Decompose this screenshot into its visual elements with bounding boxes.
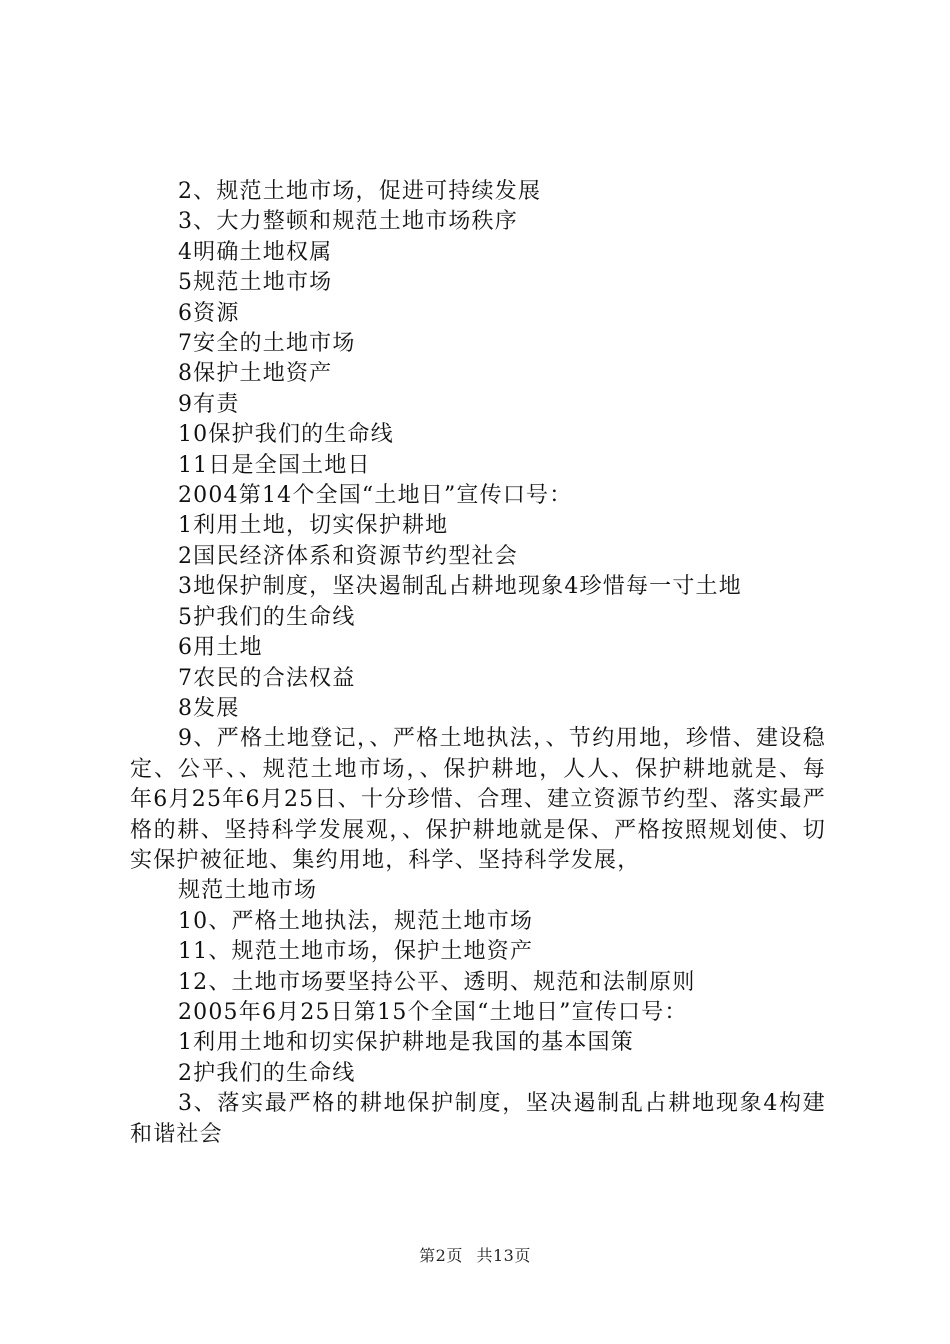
document-body — [130, 177, 826, 1150]
page-number: 第2页 — [419, 1246, 463, 1265]
text-line: 10保护我们的生命线 — [177, 422, 394, 448]
paragraph-3: 3、落实最严格的耕地保护制度，坚决遏制乱占耕地现象4构建和谐社会 — [130, 1091, 826, 1147]
text-line: 8保护土地资产 — [177, 361, 333, 387]
text-line: 11日是全国土地日 — [177, 452, 371, 478]
text-line: 5规范土地市场 — [177, 270, 333, 296]
text-line: 6资源 — [177, 300, 240, 326]
text-line: 1利用土地和切实保护耕地是我国的基本国策 — [177, 1030, 634, 1056]
text-line: 11、规范土地市场，保护土地资产 — [177, 939, 534, 965]
text-line: 10、严格土地执法，规范土地市场 — [177, 908, 534, 934]
paragraph-9: 9、严格土地登记，、严格土地执法，、节约用地，珍惜、建设稳定、公平、、规范土地市场，、保护耕地，人人、保护耕地就是、每年6月25年6月25日、十分珍惜、合理、建立资源节约型、落实最严格的耕、坚持科学发展观，、保护耕地就是保、严格按照规划使、切实保护被征地、集约用地，科学、坚持科学发展， — [130, 726, 826, 873]
text-line: 5护我们的生命线 — [177, 604, 356, 630]
section-heading-2004: 2004第14个全国“土地日”宣传口号： — [177, 483, 573, 509]
page-total: 共13页 — [476, 1246, 531, 1265]
text-line: 2护我们的生命线 — [177, 1060, 356, 1086]
text-line: 1利用土地，切实保护耕地 — [177, 513, 449, 539]
text-line: 规范土地市场 — [177, 878, 318, 904]
text-line: 6用土地 — [177, 635, 263, 661]
text-line: 7安全的土地市场 — [177, 331, 356, 357]
text-line: 8发展 — [177, 695, 240, 721]
text-line: 9有责 — [177, 391, 240, 417]
text-line: 2、规范土地市场，促进可持续发展 — [177, 179, 542, 204]
page-footer — [0, 1243, 950, 1266]
text-line: 2国民经济体系和资源节约型社会 — [177, 543, 518, 569]
text-line: 12、土地市场要坚持公平、透明、规范和法制原则 — [177, 969, 696, 995]
text-line: 4明确土地权属 — [177, 239, 333, 265]
text-line: 3地保护制度，坚决遏制乱占耕地现象4珍惜每一寸土地 — [177, 574, 742, 600]
text-line: 3、大力整顿和规范土地市场秩序 — [177, 209, 518, 235]
text-line: 7农民的合法权益 — [177, 665, 356, 691]
section-heading-2005: 2005年6月25日第15个全国“土地日”宣传口号： — [177, 999, 688, 1025]
